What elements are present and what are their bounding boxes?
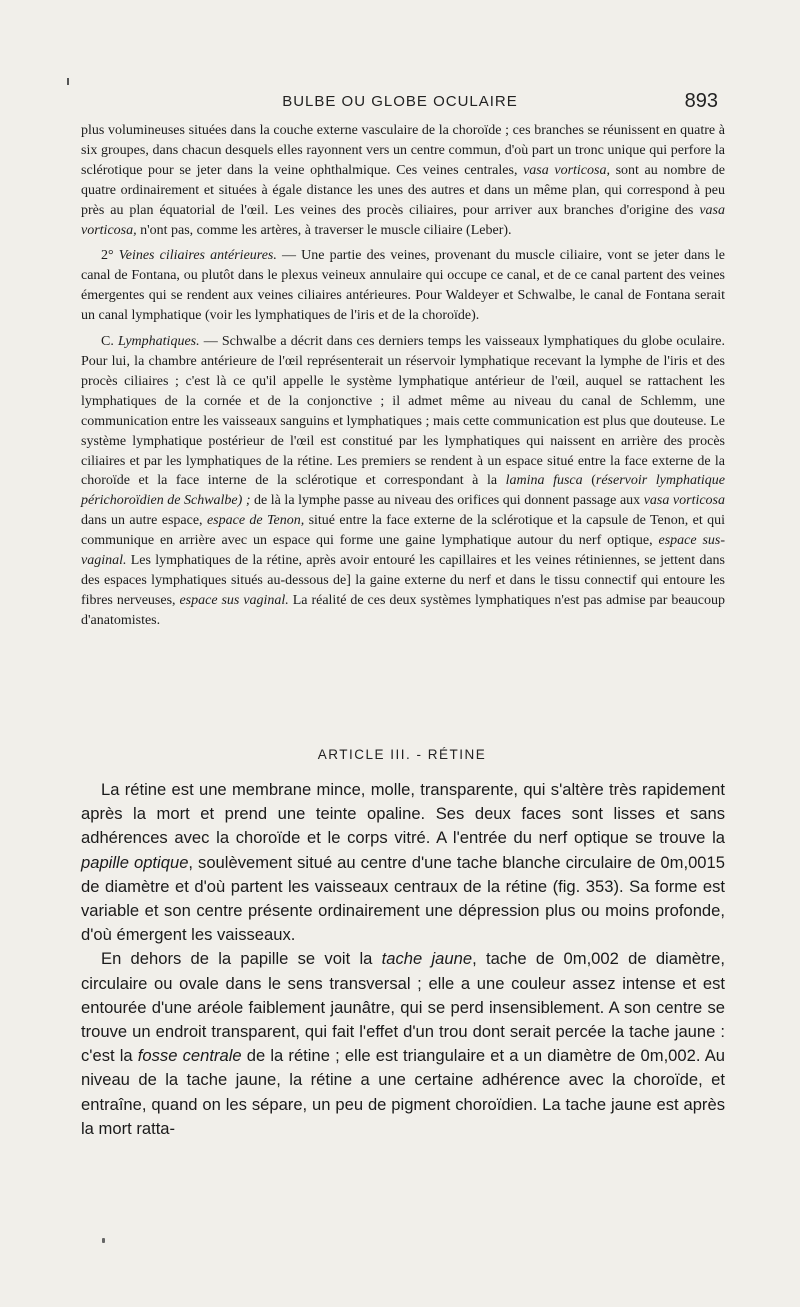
running-head <box>80 90 720 115</box>
article-heading: ARTICLE III. - RÉTINE <box>317 747 487 762</box>
body-text-small <box>81 121 725 631</box>
running-title: BULBE OU GLOBE OCULAIRE <box>282 93 518 110</box>
paragraph-intro: plus volumineuses situées dans la couche externe vasculaire de la choroïde ; ces branches se réunissent en quatre à six groupes, dans chacun desquels elles rayonnent vers un centre commun, d'où part un tronc unique qui perfore la sclérotique pour se jeter dans la veine ophthalmique. Ces veines centrales, vasa vorticosa, sont au nombre de quatre ordinairement et situées à égale distance les unes des autres et dans un même plan, qui correspond à peu près au plan équatorial de l'œil. Les veines des procès ciliaires, pour arriver aux branches d'origine des vasa vorticosa, n'ont pas, comme les artères, à traverser le muscle ciliaire (Leber). <box>81 123 725 238</box>
paragraph-lymphatiques: C. Lymphatiques. — Schwalbe a décrit dans ces derniers temps les vaisseaux lymphatiques du globe oculaire. Pour lui, la chambre antérieure de l'œil représenterait un réservoir lymphatique recevant la lymphe de l'iris et des procès ciliaires ; c'est là ce qu'il appelle le système lymphatique antérieur de l'œil, auquel se rattachent les lymphatiques de la cornée et de la conjonctive ; il admet même au niveau du canal de Schlemm, une communication entre les vaisseaux sanguins et lymphatiques ; mais cette communication est plus que douteuse. Le système lymphatique postérieur de l'œil est constitué par les lymphatiques qui naissent en arrière des procès ciliaires et par les lymphatiques de la rétine. Les premiers se rendent à un espace situé entre la face externe de la choroïde et la face interne de la sclérotique et correspondant à la lamina fusca (réservoir lymphatique périchoroïdien de Schwalbe) ; de là la lymphe passe au niveau des orifices qui donnent passage aux vasa vorticosa dans un autre espace, espace de Tenon, situé entre la face externe de la sclérotique et la capsule de Tenon, et qui communique en arrière avec un espace qui forme une gaine lymphatique autour du nerf optique, espace sus-vaginal. Les lymphatiques de la rétine, après avoir entouré les capillaires et les veines rétiniennes, se jettent dans des espaces lymphatiques situés au-dessous de] la gaine externe du nerf et dans le tissu connectif qui entoure les fibres nerveuses, espace sus vaginal. La réalité de ces deux systèmes lymphatiques n'est pas admise par beaucoup d'anatomistes. <box>81 334 726 628</box>
section-heading: Lymphatiques. <box>117 334 200 350</box>
page-number: 893 <box>684 90 718 112</box>
body-text-large <box>81 778 725 1141</box>
paragraph-veines-ciliaires: 2° Veines ciliaires antérieures. — Une partie des veines, provenant du muscle ciliaire, vont se jeter dans le canal de Fontana, ou plutôt dans le plexus veineux annulaire qui occupe ce canal, et de ce canal partent des veines émergentes qui se rendent aux veines ciliaires antérieures. Pour Waldeyer et Schwalbe, le canal de Fontana serait un canal lymphatique (voir les lymphatiques de l'iris et de la choroïde). <box>81 248 725 324</box>
paragraph-retine-1: La rétine est une membrane mince, molle, transparente, qui s'altère très rapidement après la mort et prend une teinte opaline. Ses deux faces sont lisses et sans adhérences avec la choroïde et le corps vitré. A l'entrée du nerf optique se trouve la papille optique, soulèvement situé au centre d'une tache blanche circulaire de 0m,0015 de diamètre et d'où partent les vaisseaux centraux de la rétine (fig. 353). Sa forme est variable et son centre présente ordinairement une dépression plus ou moins profonde, d'où émergent les vaisseaux. <box>81 780 725 945</box>
section-heading: Veines ciliaires antérieures. <box>118 248 277 264</box>
scan-artifact <box>102 1238 105 1243</box>
paragraph-retine-2: En dehors de la papille se voit la tache jaune, tache de 0m,002 de diamètre, circulaire ou ovale dans le sens transversal ; elle a une couleur assez intense et est entourée d'une aréole faiblement jaunâtre, qui se perd insensiblement. A son centre se trouve un endroit transparent, qui fait l'effet d'un trou dont serait percée la tache jaune : c'est la fosse centrale de la rétine ; elle est triangulaire et a un diamètre de 0m,002. Au niveau de la tache jaune, la rétine a une certaine adhérence avec la choroïde, et entraîne, quand on les sépare, un peu de pigment choroïdien. La tache jaune est après la mort ratta- <box>81 949 725 1138</box>
scan-artifact <box>67 78 69 85</box>
